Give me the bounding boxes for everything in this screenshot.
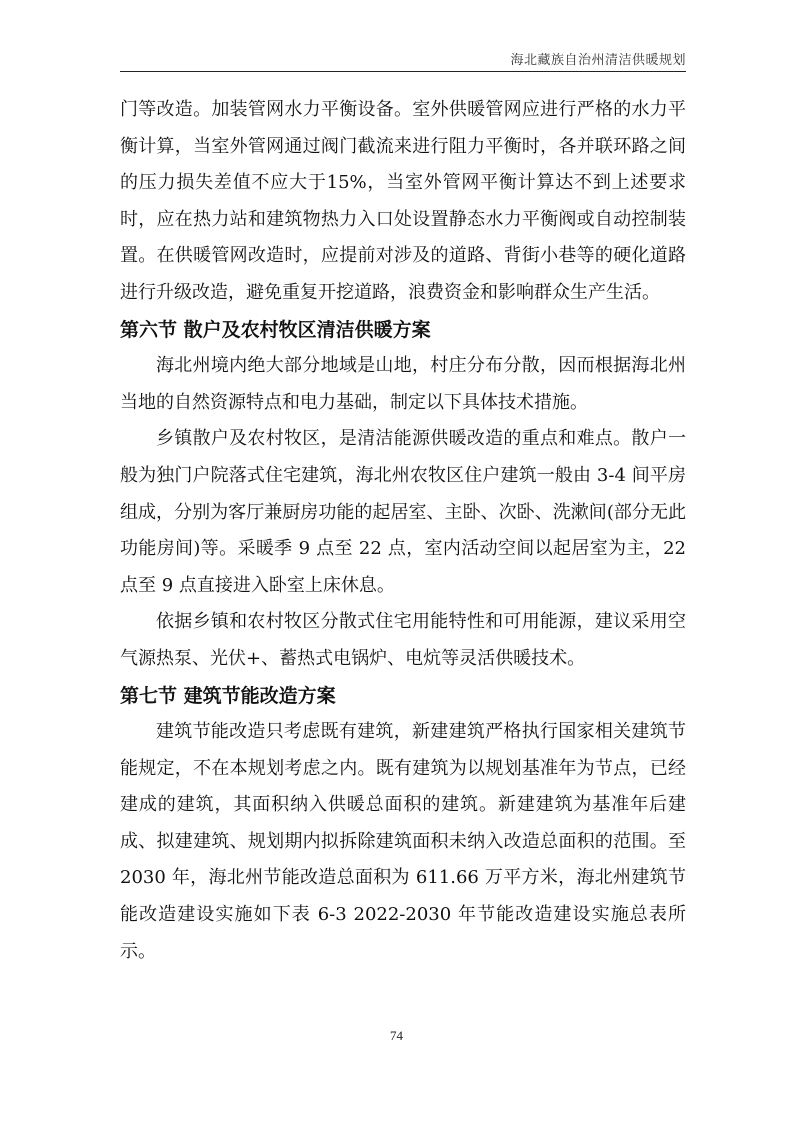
page-number: 74 (390, 1028, 403, 1043)
section-6-paragraph-1: 海北州境内绝大部分地域是山地，村庄分布分散，因而根据海北州当地的自然资源特点和电力基础，制定以下具体技术措施。 (120, 355, 686, 413)
page-header (120, 49, 686, 73)
paragraph-continued: 门等改造。加装管网水力平衡设备。室外供暖管网应进行严格的水力平衡计算，当室外管网通过阀门截流来进行阻力平衡时，各并联环路之间的压力损失差值不应大于15%，当室外管网平衡计算达不到上述要求时，应在热力站和建筑物热力入口处设置静态水力平衡阀或自动控制装置。在供暖管网改造时，应提前对涉及的道路、背街小巷等的硬化道路进行升级改造，避免重复开挖道路，浪费资金和影响群众生产生活。 (120, 99, 686, 303)
section-7-heading: 第七节 建筑节能改造方案 (120, 684, 336, 707)
section-6-heading: 第六节 散户及农村牧区清洁供暖方案 (120, 318, 431, 341)
document-body (120, 92, 686, 970)
section-7-paragraph-1: 建筑节能改造只考虑既有建筑，新建建筑严格执行国家相关建筑节能规定，不在本规划考虑之内。既有建筑为以规划基准年为节点，已经建成的建筑，其面积纳入供暖总面积的建筑。新建建筑为基准年后建成、拟建建筑、规划期内拟拆除建筑面积未纳入改造总面积的范围。至 2030 年，海北州节能改造总面积为 611.66 万平方米，海北州建筑节能改造建设实施如下表 6-3 2022-2030 年节能改造建设实施总表所示。 (120, 721, 686, 962)
section-6-paragraph-3: 依据乡镇和农村牧区分散式住宅用能特性和可用能源，建议采用空气源热泵、光伏+、蓄热式电锅炉、电炕等灵活供暖技术。 (120, 611, 686, 669)
section-6-paragraph-2: 乡镇散户及农村牧区，是清洁能源供暖改造的重点和难点。散户一般为独门户院落式住宅建筑，海北州农牧区住户建筑一般由 3-4 间平房组成，分别为客厅兼厨房功能的起居室、主卧、次卧、洗漱间(部分无此功能房间)等。采暖季 9 点至 22 点，室内活动空间以起居室为主，22 点至 9 点直接进入卧室上床休息。 (120, 428, 686, 596)
header-title: 海北藏族自治州清洁供暖规划 (510, 53, 686, 68)
header-rule (120, 71, 686, 72)
